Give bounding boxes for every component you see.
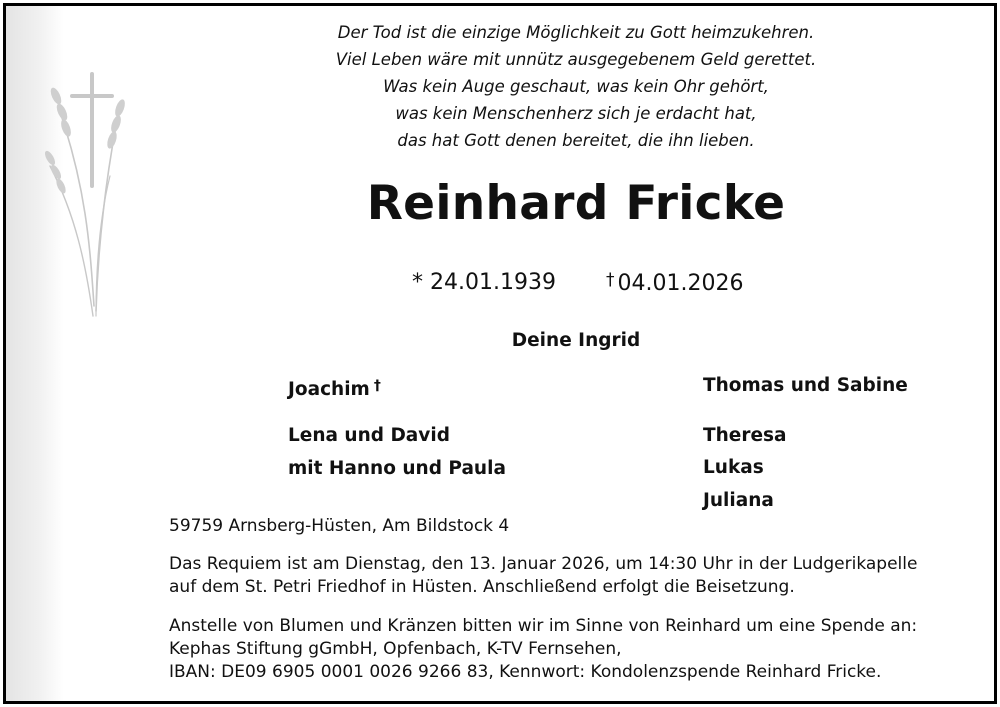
spouse: Deine Ingrid [511, 330, 641, 351]
dagger-icon: † [373, 378, 381, 394]
family-member: mit Hanno und Paula [288, 458, 506, 479]
family-member: Lena und David [288, 425, 450, 446]
donation-line: Kephas Stiftung gGmbH, Opfenbach, K-TV Fernsehen, [169, 639, 622, 659]
birth-date: * 24.01.1939 [412, 270, 556, 295]
verse-line: Was kein Auge geschaut, was kein Ohr gehört, [383, 77, 769, 96]
death-date: 04.01.2026 [617, 271, 744, 296]
donation-info [169, 615, 917, 684]
wheat-cross-icon [36, 66, 136, 326]
obituary-notice [3, 3, 997, 704]
family-member [288, 378, 381, 400]
family-member: Theresa [703, 425, 787, 446]
verse-line: was kein Menschenherz sich je erdacht hat, [395, 104, 757, 123]
family-member: Lukas [703, 457, 764, 478]
address: 59759 Arnsberg-Hüsten, Am Bildstock 4 [169, 516, 510, 536]
requiem-line: Das Requiem ist am Dienstag, den 13. Januar 2026, um 14:30 Uhr in der Ludgerikapelle [169, 554, 918, 574]
verse-line: Der Tod ist die einzige Möglichkeit zu Gott heimzukehren. [337, 23, 815, 42]
donation-line: Anstelle von Blumen und Kränzen bitten wir im Sinne von Reinhard um eine Spende an: [169, 616, 918, 636]
verse-line: das hat Gott denen bereitet, die ihn lieben. [397, 131, 755, 150]
family-member-name: Joachim [288, 379, 370, 400]
family-member: Thomas und Sabine [703, 375, 908, 396]
verse-line: Viel Leben wäre mit unnütz ausgegebenem Geld gerettet. [335, 50, 817, 69]
requiem-info [169, 553, 917, 599]
requiem-line: auf dem St. Petri Friedhof in Hüsten. Anschließend erfolgt die Beisetzung. [169, 577, 795, 597]
donation-line: IBAN: DE09 6905 0001 0026 9266 83, Kennwort: Kondolenzspende Reinhard Fricke. [169, 662, 882, 682]
death-date-group [606, 270, 743, 296]
dagger-icon: † [606, 270, 615, 290]
deceased-name: Reinhard Fricke [366, 176, 786, 231]
verse [261, 19, 891, 154]
family-member: Juliana [703, 490, 774, 511]
